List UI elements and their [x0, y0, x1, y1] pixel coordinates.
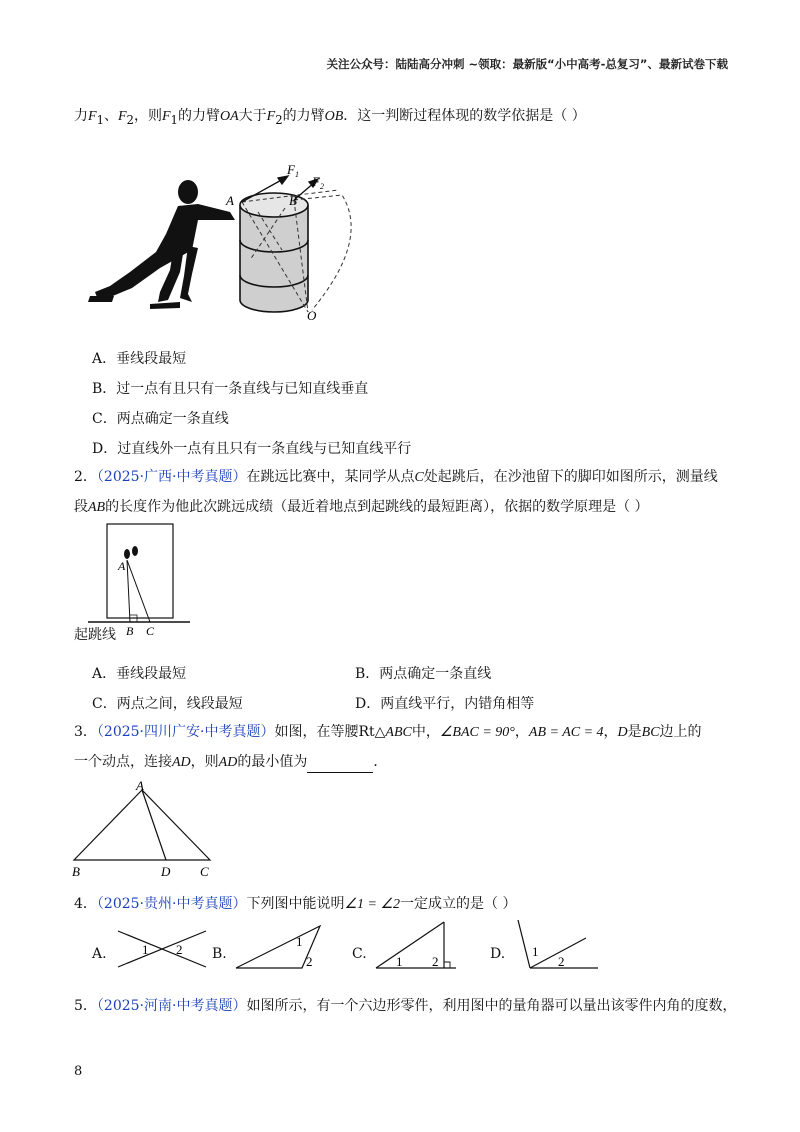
q3-figure [70, 780, 220, 880]
q1-figure [80, 150, 370, 325]
q4-option-d-label: D. [490, 946, 506, 962]
q4-stem: 4．（2025·贵州·中考真题）下列图中能说明∠1 = ∠2一定成立的是（ ） [74, 896, 517, 912]
q1-option-d: D．过直线外一点有且只有一条直线与已知直线平行 [92, 441, 412, 457]
q2-option-c: C．两点之间，线段最短 [92, 696, 243, 712]
q3-answer-blank[interactable] [307, 758, 373, 773]
q2-option-d: D．两直线平行，内错角相等 [355, 696, 535, 712]
q4-option-d-figure [512, 918, 602, 972]
q4-option-a-figure [112, 925, 212, 973]
point-D-label: D [161, 864, 171, 879]
svg-text:2: 2 [306, 954, 313, 969]
q4-option-c-label: C. [352, 946, 367, 962]
page-header: 关注公众号：陆陆高分冲刺 ~领取：最新版“小中高考-总复习”、最新试卷下载 [326, 57, 728, 71]
q5-stem: 5．（2025·河南·中考真题）如图所示，有一个六边形零件，利用图中的量角器可以量出该零件内角的度数， [74, 998, 737, 1014]
svg-text:1: 1 [532, 944, 539, 959]
point-A-label: A [226, 193, 234, 208]
q3-stem-line1: 3．（2025·四川广安·中考真题）如图，在等腰Rt△ABC中，∠BAC = 90°，AB = AC = 4，D是BC边上的 [74, 724, 702, 740]
q1-option-b: B．过一点有且只有一条直线与已知直线垂直 [92, 381, 369, 397]
point-O-label: O [307, 308, 317, 323]
q2-option-a: A．垂线段最短 [92, 666, 187, 682]
person-silhouette [88, 180, 235, 309]
q1-option-a: A．垂线段最短 [92, 351, 187, 367]
q1-stem: 力$F_1$、$F_2$，则$F_1$的力臂OA大于$F_2$的力臂OB．这一判断过程体现的数学依据是（ ） [74, 108, 586, 127]
q4-option-c-figure [374, 918, 474, 972]
svg-text:1: 1 [396, 954, 403, 969]
q2-stem-line2: 段AB的长度作为他此次跳远成绩（最近着地点到起跳线的最短距离），依据的数学原理是（ ） [74, 499, 649, 515]
footprint-right [132, 546, 138, 556]
point-B-label: B [289, 193, 297, 208]
segment-AD [142, 790, 166, 860]
q2-option-b: B．两点确定一条直线 [355, 666, 492, 682]
svg-text:1: 1 [142, 942, 149, 957]
force-F2-label: $F_2$ [312, 174, 324, 191]
q4-option-b-figure [232, 922, 332, 972]
page-number: 8 [74, 1064, 83, 1079]
q2-stem-line1: 2．（2025·广西·中考真题）在跳远比赛中，某同学从点C处起跳后，在沙池留下的脚印如图所示，测量线 [74, 469, 718, 485]
q3-source: （2025·四川广安·中考真题） [96, 724, 275, 740]
point-C-label: C [200, 864, 209, 879]
svg-text:2: 2 [558, 954, 565, 969]
point-A-label: A [136, 778, 144, 793]
sand-pit [107, 524, 173, 618]
point-A-label: A [118, 559, 126, 573]
q1-option-c: C．两点确定一条直线 [92, 411, 229, 427]
segment-AC [127, 560, 150, 622]
q5-source: （2025·河南·中考真题） [96, 998, 247, 1014]
takeoff-line-label: 起跳线 [74, 627, 116, 643]
segment-AB [127, 560, 130, 622]
svg-text:2: 2 [176, 942, 183, 957]
footprint-left [124, 549, 130, 559]
triangle-ABC [74, 790, 210, 860]
force-F1-label: $F_1$ [287, 162, 299, 179]
q4-source: （2025·贵州·中考真题） [96, 896, 247, 912]
q4-option-a-label: A. [92, 946, 107, 962]
q4-option-b-label: B. [212, 946, 227, 962]
point-B-label: B [126, 624, 134, 638]
point-B-label: B [72, 864, 80, 879]
q2-source: （2025·广西·中考真题） [96, 469, 247, 485]
svg-text:2: 2 [432, 954, 439, 969]
point-C-label: C [146, 624, 155, 638]
q3-stem-line2: 一个动点，连接AD，则AD的最小值为 ． [74, 752, 387, 773]
svg-text:1: 1 [296, 934, 303, 949]
